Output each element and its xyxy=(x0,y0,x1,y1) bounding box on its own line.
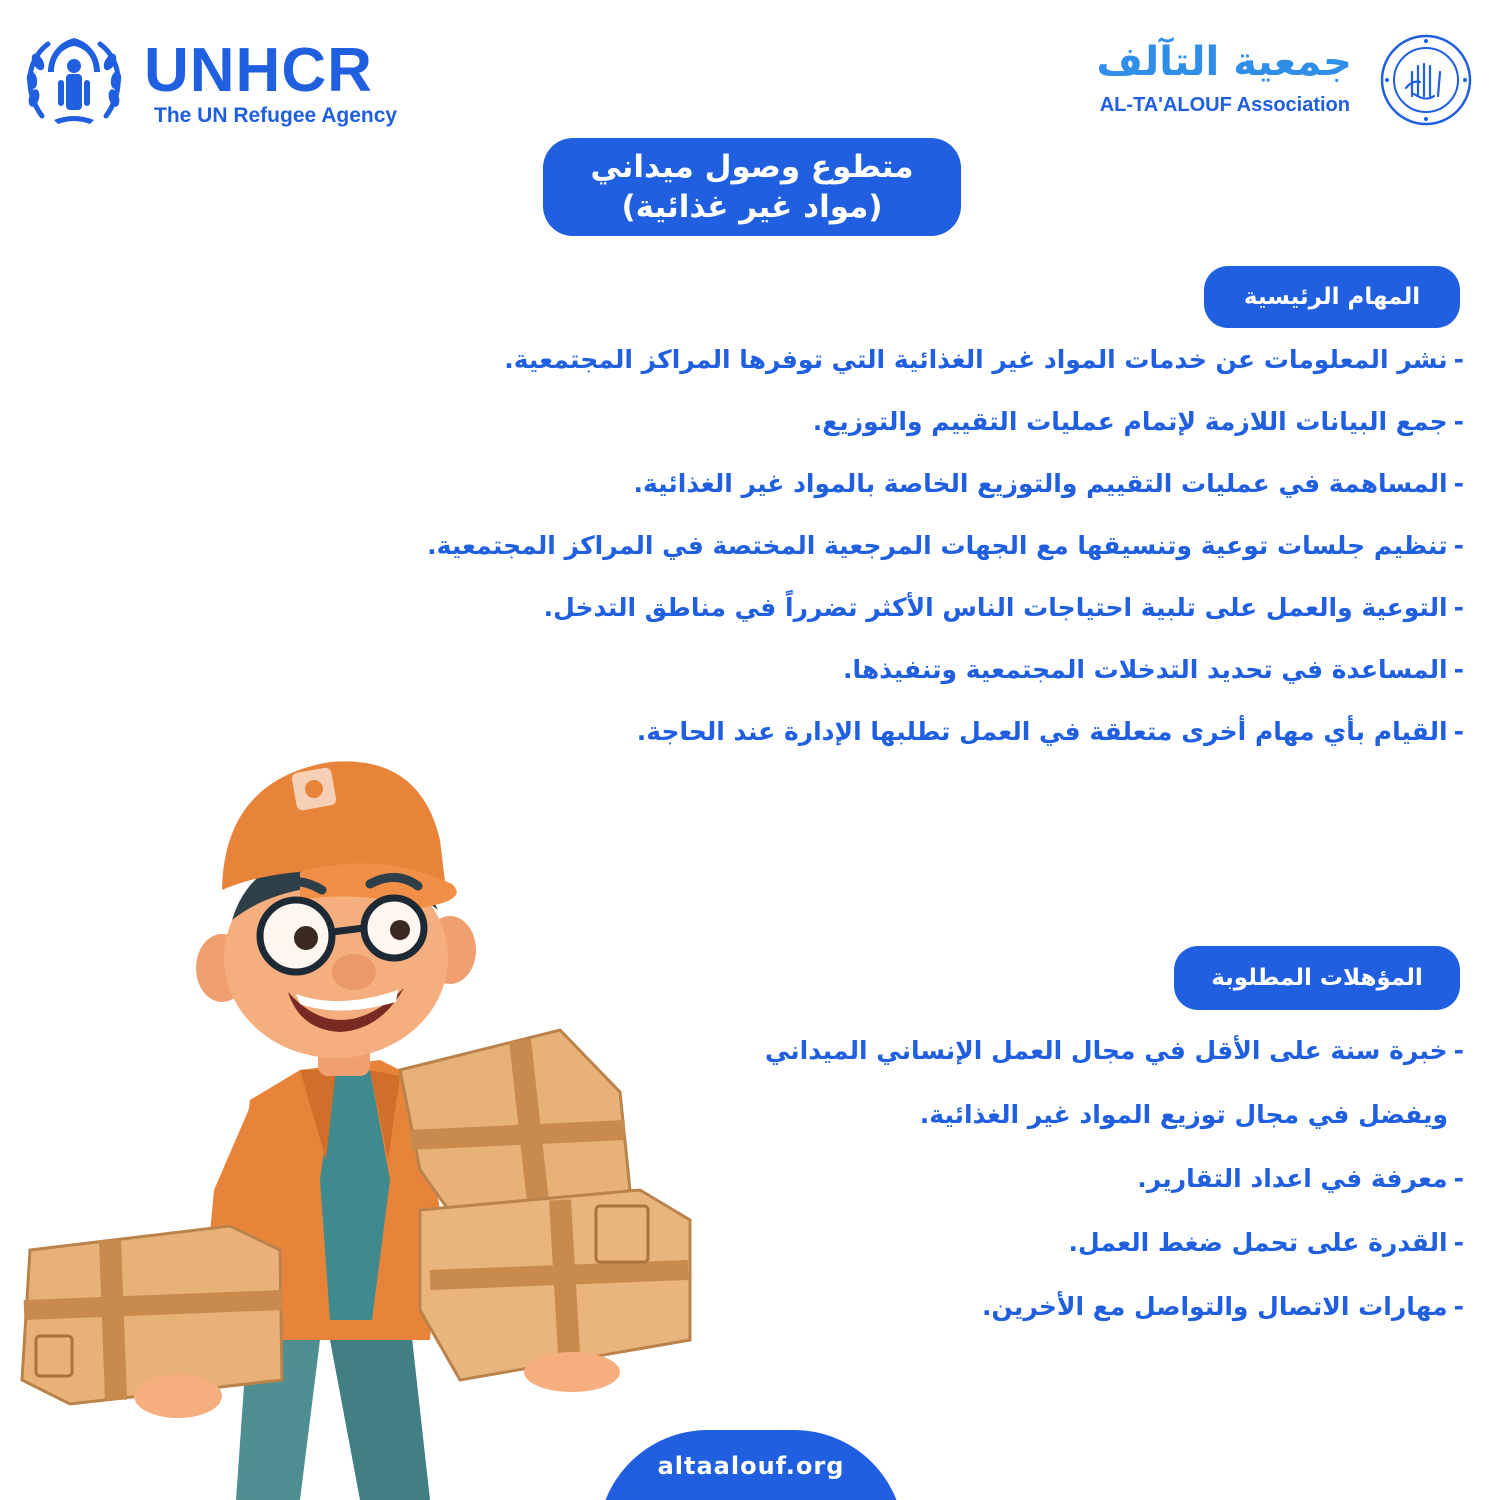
altaalouf-arabic-name: جمعية التآلف xyxy=(1096,39,1352,85)
unhcr-logo xyxy=(18,32,408,132)
website-link[interactable]: altaalouf.org xyxy=(598,1430,904,1500)
unhcr-tagline: The UN Refugee Agency xyxy=(154,104,398,127)
tasks-heading: المهام الرئيسية xyxy=(1204,266,1460,328)
unhcr-emblem-icon xyxy=(18,32,130,128)
title-line-2: (مواد غير غذائية) xyxy=(621,189,883,225)
altaalouf-logo xyxy=(1084,32,1474,132)
list-item: - جمع البيانات اللازمة لإتمام عمليات التقييم والتوزيع. xyxy=(234,398,1464,460)
list-item: - التوعية والعمل على تلبية احتياجات الناس الأكثر تضرراً في مناطق التدخل. xyxy=(234,584,1464,646)
altaalouf-seal-icon xyxy=(1378,32,1474,128)
list-item: - القيام بأي مهام أخرى متعلقة في العمل تطلبها الإدارة عند الحاجة. xyxy=(234,708,1464,770)
title-line-1: متطوع وصول ميداني xyxy=(590,149,914,185)
list-item-continuation: ويفضل في مجال توزيع المواد غير الغذائية. xyxy=(919,1100,1448,1129)
list-item: - مهارات الاتصال والتواصل مع الأخرين. xyxy=(664,1282,1464,1346)
list-item: - القدرة على تحمل ضغط العمل. xyxy=(664,1218,1464,1282)
page-title xyxy=(543,138,961,236)
list-item: - المساعدة في تحديد التدخلات المجتمعية وتنفيذها. xyxy=(234,646,1464,708)
qualifications-heading: المؤهلات المطلوبة xyxy=(1174,946,1460,1010)
unhcr-wordmark: UNHCR xyxy=(144,36,373,105)
delivery-worker-illustration xyxy=(0,740,700,1500)
tasks-list xyxy=(234,336,1464,770)
list-item: - نشر المعلومات عن خدمات المواد غير الغذائية التي توفرها المراكز المجتمعية. xyxy=(234,336,1464,398)
altaalouf-english-name: AL-TA'ALOUF Association xyxy=(1099,94,1350,116)
list-item: - المساهمة في عمليات التقييم والتوزيع الخاصة بالمواد غير الغذائية. xyxy=(234,460,1464,522)
qualifications-list xyxy=(664,1026,1464,1346)
list-item: - تنظيم جلسات توعية وتنسيقها مع الجهات المرجعية المختصة في المراكز المجتمعية. xyxy=(234,522,1464,584)
list-item: - معرفة في اعداد التقارير. xyxy=(664,1154,1464,1218)
list-item: - خبرة سنة على الأقل في مجال العمل الإنساني الميداني xyxy=(664,1026,1464,1090)
